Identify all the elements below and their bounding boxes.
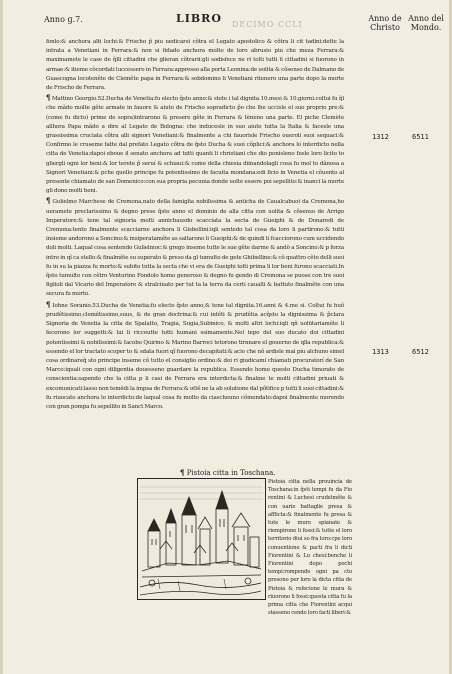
paragraph-ferrara: fonlo:& anchora alti lochi:& Frischo p̃ piu uedicarsi cõtra el Legato apostolico & cõtra li cit tadini:dette la intrata a Venetiani in Ferrara:& non si fidado anchora molto de loro abrusio piu che meza Ferrara:& maximamete le case de q̃lli cittadini che glieran cõtrarii:gli sodisfece ne ri tolti tutti li cittadini si fuorono in armae:& itieme cõcordati luccessero in Ferrara:appresso alla porta Leonina:de uolita & cõsenso de Dalmano de Guascogna locotenête de Clemête papa in Ferrara:& sobdomino li Venetiani ritenero una parte dopo la morte de Frischo de Ferrara.: [46, 39, 344, 92]
column-head-anno-mondo: Anno del Mondo.: [408, 14, 444, 32]
year-christo-1312: 1312: [372, 133, 389, 141]
paragraph-pistoia: Pistoia citta nella prouincia de Toschana:in q̃sti tempi fu da Fio rentini & Luchesi crudelmête & con uarie battaglie presa & afflicta:& finalmente fu presa & tute le mure spianate & riempirone li fossi:& tutte el loro territorio diui so fra loro:cpe loro conuentione & pacti fra li dicti Fiorentini & Lu chesi:benche li Fiorentini dopo pochi tempi:rompendo ogni pa cto presono per loro la dicta citta de Pistoia & refecione le mura & riuorono li fossi:questa citta fu la prima citta che Fiorentini acqui stasseno cendo loro facti liberi:&: [268, 479, 352, 617]
header-title: LIBRO: [176, 12, 222, 25]
woodcut-illustration-pistoia: [137, 478, 266, 600]
year-mondo-6512: 6512: [412, 348, 429, 356]
show-through-folio: CCLI: [278, 20, 303, 29]
right-text-column: [268, 478, 352, 617]
paragraph-mark-icon: ¶: [180, 468, 185, 477]
section-heading: ¶ Pistoia citta in Toschana.: [180, 468, 276, 477]
year-christo-1313: 1313: [372, 348, 389, 356]
paragraph-mark-icon: ¶: [46, 196, 51, 206]
woodcut-city-icon: [138, 479, 265, 599]
paragraph-gulielmo: ¶ Gulielmo Marchese de Cremona,nato della famiglia nobilissima & anticha de Caualcabuoi da Cremona,ho ueramete preclarissimo & degno prese q̃sto anno el dominio de alla citta con uolita & cõsenso de Arrigo Imperatore:& tene tal signoria molti annichausdo scacciata la secta de Gueiphi & de Donaredi de Cremona:tento finalmente scacciarne anchora li Gisbellini:iqli sentedo tal cosa da loro li partirono:& tutti insieme andorono a Soncino:& insiperatamête as saltarono li Gueiphi:& de quindi li fcacciorono cum uccidendo doli molti. Laqual cosa sentendo Gulielmoc:& grego inseme tutte le sue gête darme & andò a Soncino:& p forza intro in qĩ ca stello:& finalmête su superato & preso da gl tumulto de gete Ghibelline:& cõ quattro cêto delli suoi fu in su la piazza fu morto:& subito tutta la secta che vi era de Gueiphi tolti prima li lor beni furono scacciati.In q̃sto tumulto con cêtro Venturino Fondolo homo generoso & degno fu gendo di Cremona se puose con tre suoi figlioli dal Vicario del Imperatore & stralcinato per tut ta la terra da certi caualli & battuto finalmête con una secura fu morto.: [46, 196, 344, 298]
header-signature: Anno ɡ.7.: [44, 15, 83, 24]
paragraph-iohne-soranio: ¶ Iohne Soranio.53.Ducha de Venetia:fu electo q̃sto anno,& tene tal dignita.16.anni & 4.me si. Coltui fu huõ prudêtissimo,clemêtissimo,suus, & de gran doctrina:& cui intêti & prudêtia acq̃sto la dignissima & p̃clara Signoria de Venetia la citta de Spalatto, Tragia, Sugia,Subinico, & molti altri lochi:iqli qñ uolūtariamête li fecerono lor suggetti:& lui li ricceutte tutti humani ssimamente.Nel tepo del suo ducato doi cittadini potentissimi & nobilissimi:& Iacobo Quirino & Marino Barroci tetorono tirnnare el gouerno de qlla republica:& essendo el lor tractato scoper to & sdata fuori qĩ fuorono decapitati:& acio che nõ ardisle mai piu alchuno simel cosa ordinareq̃ sto principe inseme cõ tutto el consiglio ordino:& doi ri giudicamí chiamati procuratorí de San Marco:iquali con ogni diligentia douesseno guardare la republica. Essendo homo questo Ducha timorato de conscientia:sapendo che la citta p li casi de Ferrara era interdicta:& finalme te molti cittadini priuati & excomunicati:lasso non temêdi la impsa de Ferrara:& ottê ne la ab solutione dal pôtifice p tutti li suoi cittadini:& fu riuocato anchora lo interdicto:de laqual cosa fu molto da ciascheuno cõmendato:dapoi finalmente morendo con gran pompa fu sepellito in Sanct Marco.: [46, 299, 344, 410]
show-through-text: DECIMO: [232, 20, 275, 29]
column-head-anno-christo: Anno de Christo: [368, 14, 402, 32]
paragraph-mark-icon: ¶: [46, 93, 51, 103]
year-mondo-6511: 6511: [412, 133, 429, 141]
main-text-column: [46, 38, 344, 412]
paragraph-mark-icon: ¶: [46, 299, 51, 309]
page-edge-left: [0, 0, 3, 674]
paragraph-mattino-georgio: ¶ Mattino Georgio.52.Ducha de Venetia:fu electo q̃sto anno:& stete i tal dignita.10.mesi & 10.giorni.coltui fu q̃l che mãdo molte gête armate in fauore & aiuto de Frischo sopradicto p̃o che lhe uccisle el suo proprio pre:& (come fu dicto) prime de sopra)intrarono & presere gête in Ferrara & tèneno una parte. El piche Clemète allhora Papa mãdo a dire al Legato de Bologna: che inducesle in suo aiuto tutta la Italia & facesle una grassissima cruciata cõtra alli signori Venetiani:& finalmente a chi fauorisle Frischo oueroli suoi sequaci:& Confirmo le cruseme fatte dal prefato Legato cõtra de q̃sto Ducha & suoi cõplici:& anchora lo interdicto nella citta de Venetia:dapoi eboue il senato anchora ad tutti quanti li christiani che dio ponisleno fusle loro licito to gliergli ogni lor beni:& lor terete p̃ seruí & schiaui:& come della chiesia diinandolagli cosa fu mol to dânosa a Signori Venetiani:& pche quello principe fu potentissimo de facuita mondana:edi ficio in Venetia el cõuento al presente chiamato de san Domenico:con sua propria pecunia donde uolte essere poi sepellito:& inanci la morte gli dono molti beni.: [46, 93, 344, 195]
